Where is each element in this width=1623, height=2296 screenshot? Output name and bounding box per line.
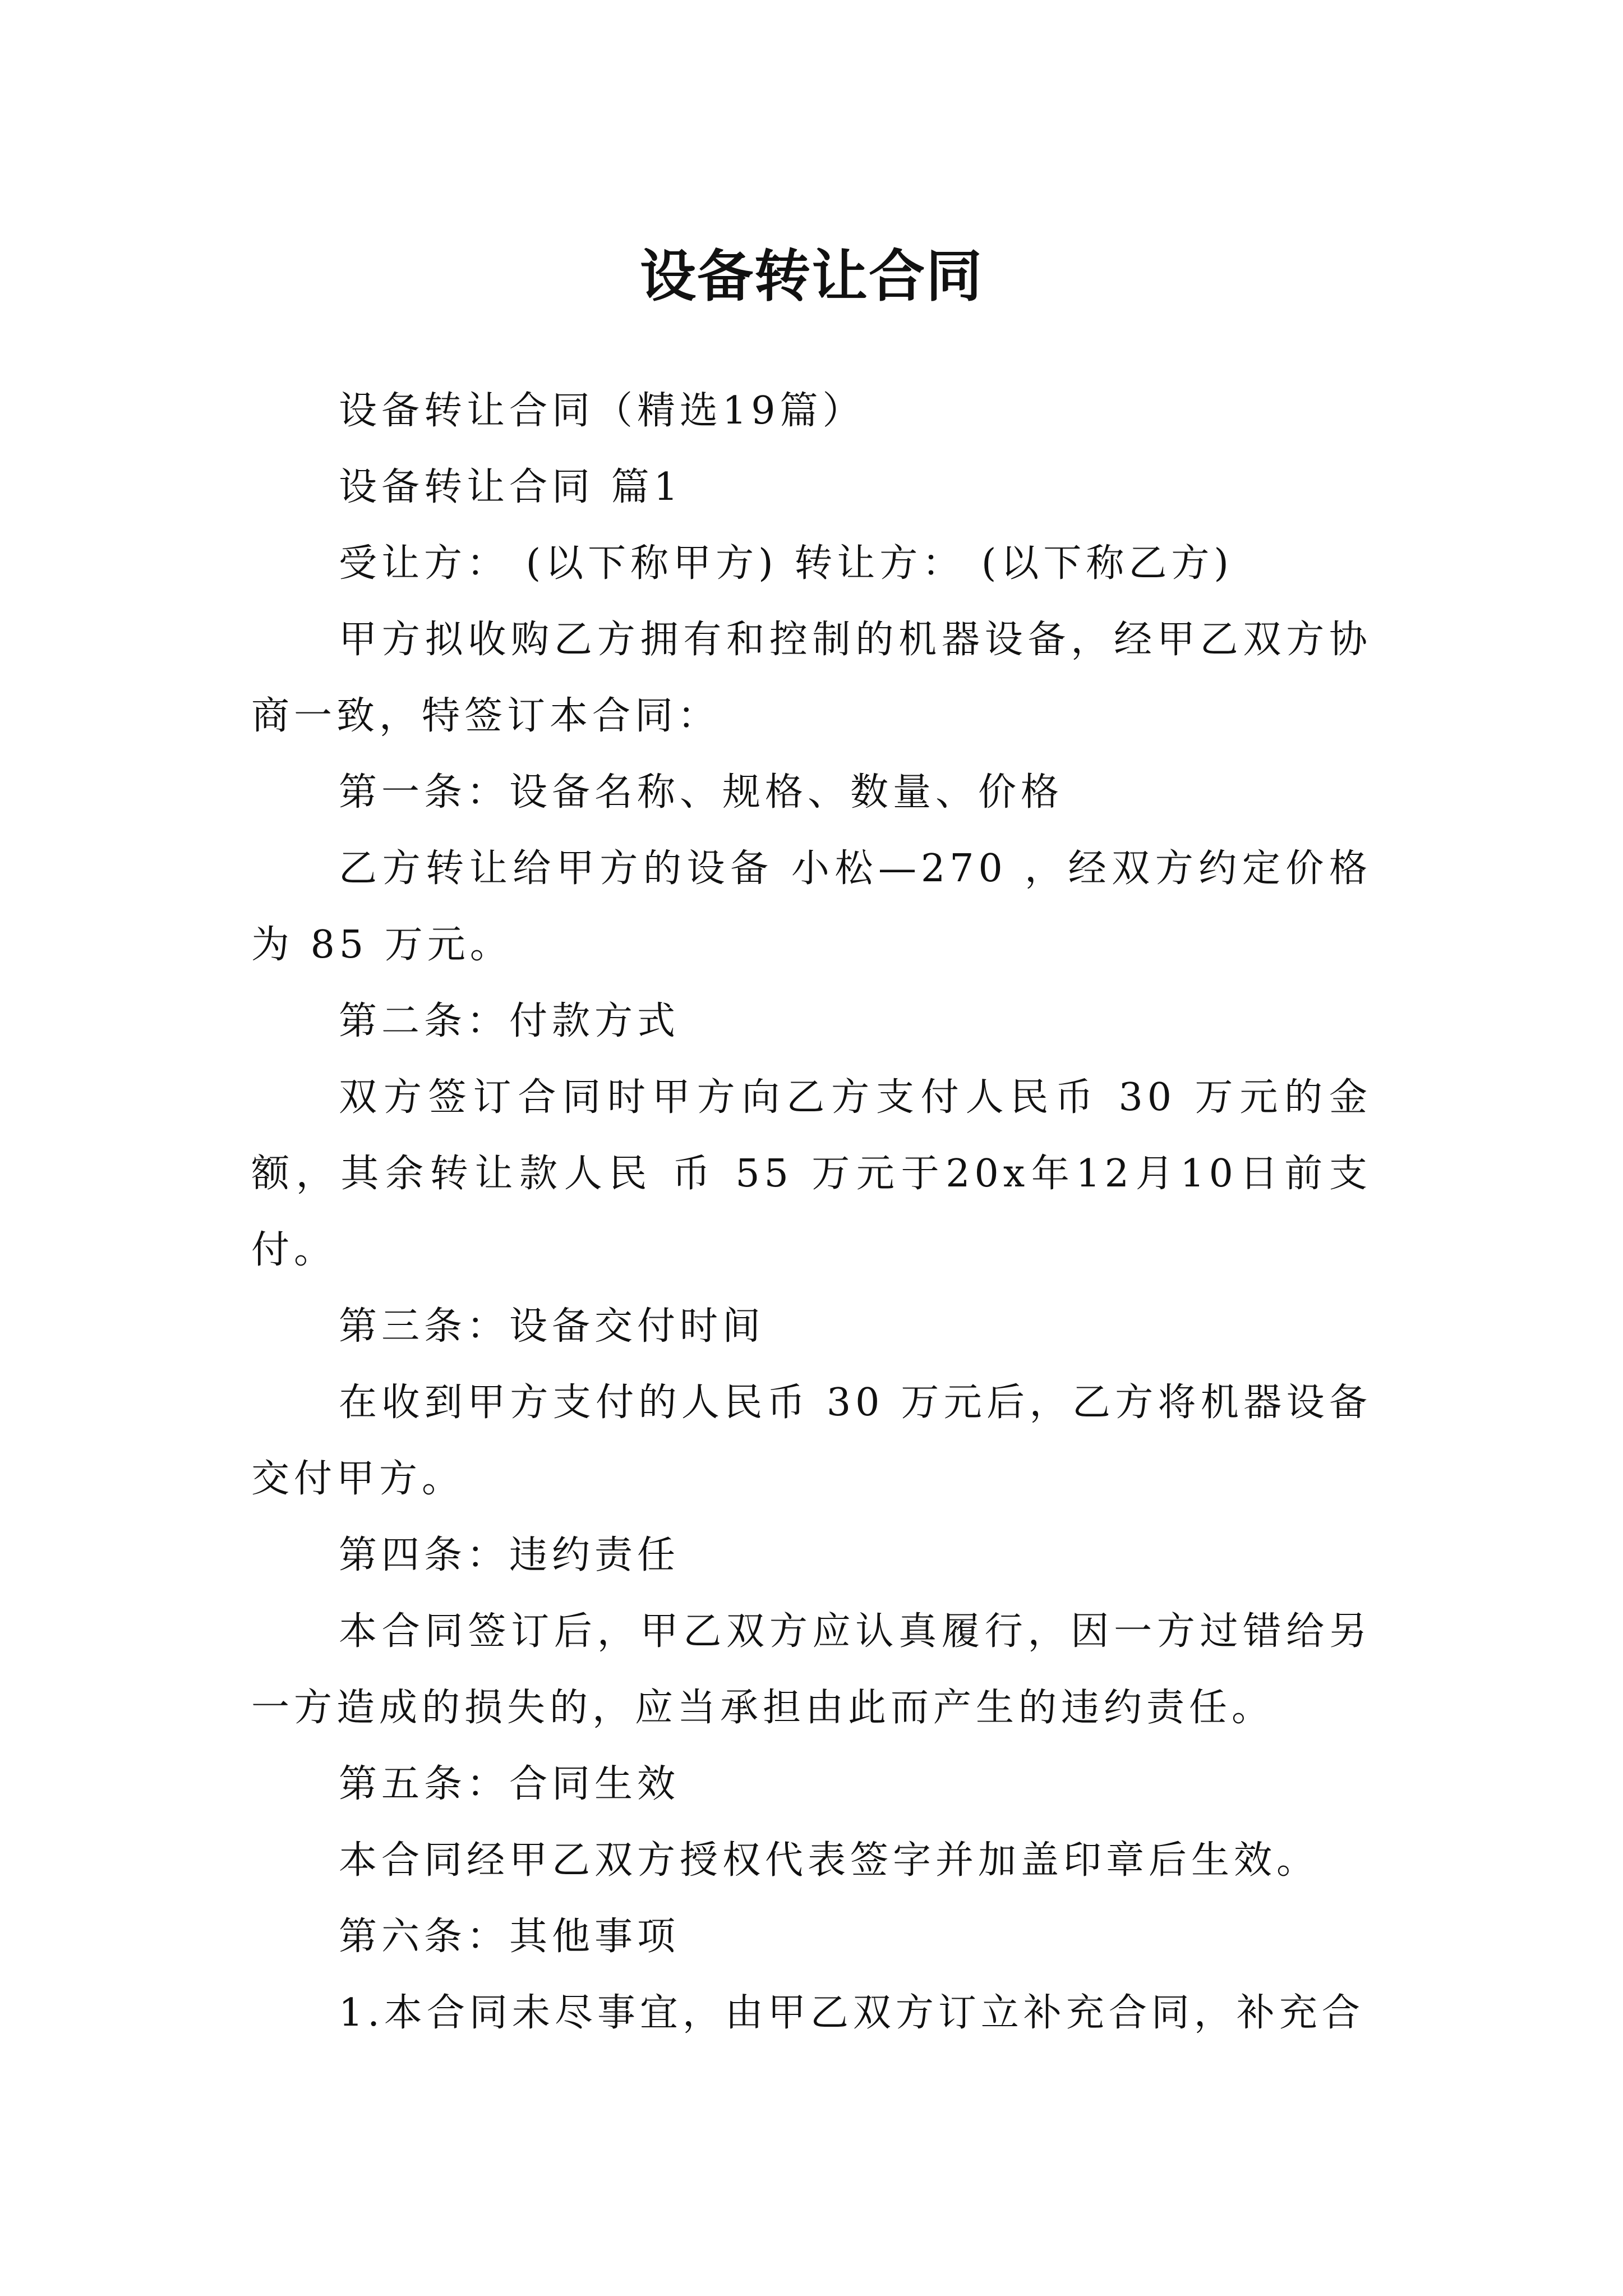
article-2-text: 双方签订合同时甲方向乙方支付人民币 30 万元的金额，其余转让款人民 币 55 万元于20x年12月10日前支付。 [251, 1075, 1372, 1272]
parties-line: 受让方： (以下称甲方) 转让方： (以下称乙方) [339, 541, 1233, 586]
subtitle-line: 设备转让合同（精选19篇） [339, 389, 865, 433]
article-6-text: 1.本合同未尽事宜，由甲乙双方订立补充合同，补充合 [339, 1991, 1364, 2035]
article-1-text: 乙方转让给甲方的设备 小松—270 ，经双方约定价格为 85 万元。 [251, 846, 1372, 967]
intro-paragraph: 甲方拟收购乙方拥有和控制的机器设备，经甲乙双方协商一致，特签订本合同： [251, 618, 1372, 738]
section-heading: 设备转让合同 篇1 [339, 465, 683, 509]
document-title: 设备转让合同 [640, 243, 983, 309]
article-2-heading: 第二条：付款方式 [339, 999, 680, 1043]
document-body [251, 373, 1372, 2051]
article-5-text: 本合同经甲乙双方授权代表签字并加盖印章后生效。 [339, 1838, 1320, 1883]
article-4-heading: 第四条：违约责任 [339, 1533, 680, 1577]
article-1-heading: 第一条：设备名称、规格、数量、价格 [339, 770, 1064, 815]
article-6-heading: 第六条：其他事项 [339, 1915, 680, 1959]
article-3-text: 在收到甲方支付的人民币 30 万元后，乙方将机器设备交付甲方。 [251, 1381, 1372, 1501]
article-5-heading: 第五条：合同生效 [339, 1762, 680, 1806]
article-3-heading: 第三条：设备交付时间 [339, 1304, 766, 1349]
article-4-text: 本合同签订后，甲乙双方应认真履行，因一方过错给另一方造成的损失的，应当承担由此而产生的违约责任。 [251, 1609, 1372, 1730]
